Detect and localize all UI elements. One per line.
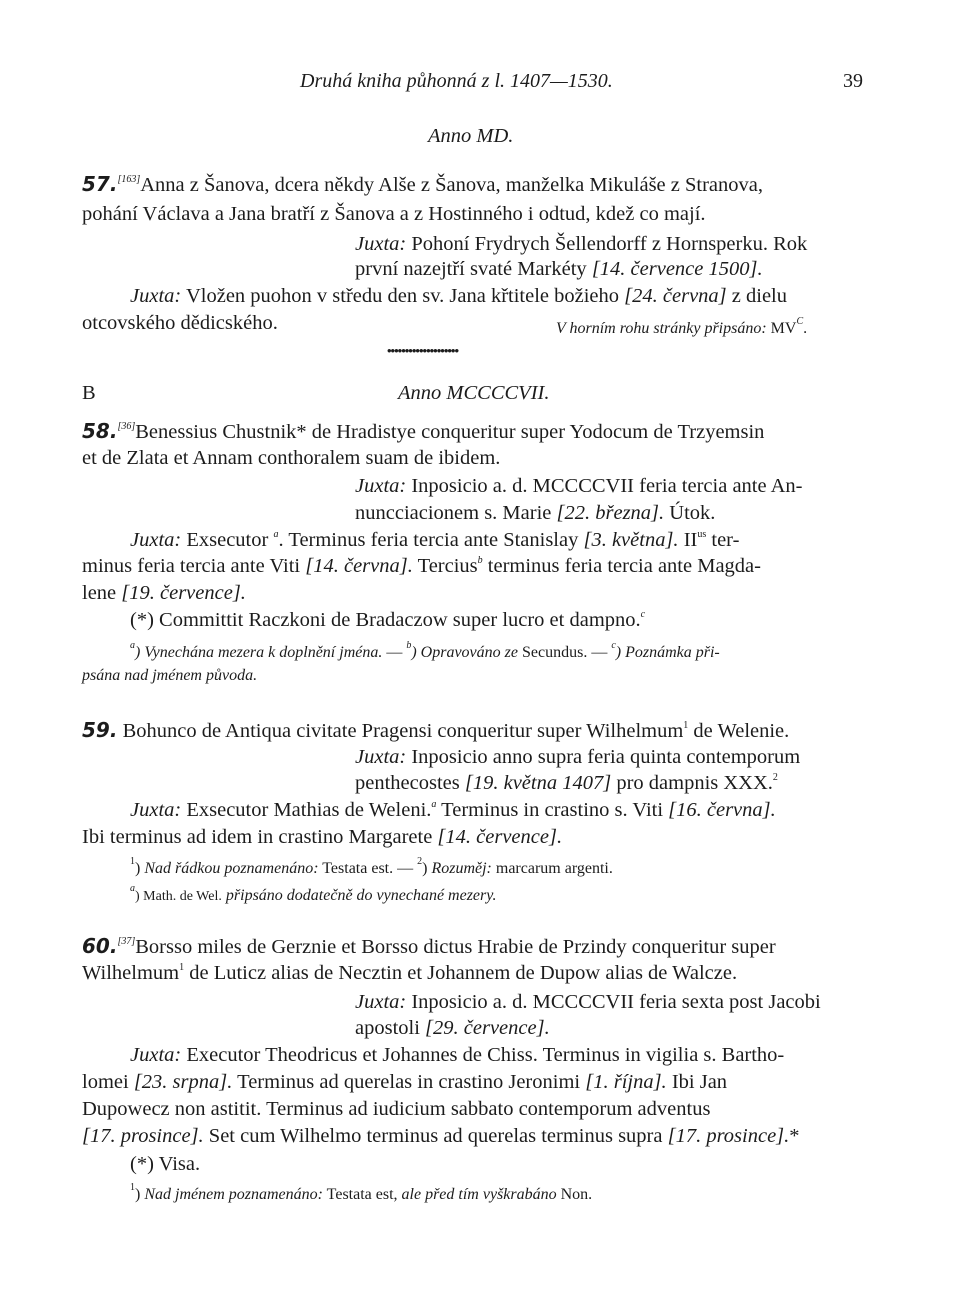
entry-57-note xyxy=(556,316,807,339)
year-heading-1407: Anno MCCCCVII. xyxy=(398,382,550,404)
juxta-text: Inposicio anno supra feria quinta contemporum xyxy=(406,746,801,768)
date-gloss: [16. června]. xyxy=(668,799,776,821)
footnote-text: Poznámka při- xyxy=(621,644,720,661)
entry-58-line-4 xyxy=(355,502,715,525)
juxta-text: Inposicio a. d. MCCCCVII feria sexta post Jacobi xyxy=(406,991,821,1013)
entry-58-number: 58. xyxy=(82,419,118,443)
line-text: lene xyxy=(82,582,122,604)
line-text: terminus feria tercia ante Magda- xyxy=(482,555,761,577)
footnote-italic: Nad řádkou poznamenáno: xyxy=(140,860,319,877)
entry-59-footnotes: $^1$) Nad řádkou poznamenáno: Testata est. — $^2$) Rozuměj: marcarum argenti. xyxy=(130,856,613,877)
footnote-text: Non. xyxy=(556,1186,593,1203)
juxta-text: Exsecutor xyxy=(181,529,274,551)
line-text: Ibi Jan xyxy=(666,1071,728,1093)
line-text: Set cum Wilhelmo terminus ad querelas terminus supra xyxy=(203,1125,668,1147)
entry-59-line-3 xyxy=(355,772,778,795)
footnote-ref: b xyxy=(477,555,483,566)
entry-59-footnote-a: $^a$) Math. de Wel. připsáno dodatečně do vynechané mezery. xyxy=(130,883,497,904)
footnote-ref: 1 xyxy=(179,962,185,973)
juxta-label: Juxta: xyxy=(130,285,182,307)
juxta-label: Juxta: xyxy=(130,799,182,821)
entry-60-line-4 xyxy=(355,1017,550,1040)
date-gloss: [14. června]. xyxy=(305,555,413,577)
entry-59-juxta-1 xyxy=(355,746,800,769)
line-text: Terminus ad querelas in crastino Jeronimi xyxy=(232,1071,586,1093)
running-title: Druhá kniha půhonná z l. 1407—1530. xyxy=(300,70,613,92)
entry-58-juxta-1 xyxy=(355,475,802,498)
footnote-mark: 1 xyxy=(130,1182,135,1193)
entry-59-text: Bohunco de Antiqua civitate Pragensi conqueritur super Wilhelmum xyxy=(122,720,684,742)
juxta-text: Inposicio a. d. MCCCCVII feria tercia ante An- xyxy=(406,475,803,497)
note-italic: V horním rohu stránky připsáno: xyxy=(556,320,767,337)
line-text: minus feria tercia ante Viti xyxy=(82,555,306,577)
footnote-word: Secundus. xyxy=(517,644,588,661)
footnote-ref: a xyxy=(273,529,279,540)
note-superscript: C xyxy=(796,316,804,327)
entry-60-line-9: (*) Visa. xyxy=(130,1153,201,1175)
entry-58-text: Benessius Chustnik* de Hradistye conqueritur super Yodocum de Trzyemsin xyxy=(135,421,765,443)
line-text: Wilhelmum xyxy=(82,962,180,984)
line-text: penthecostes xyxy=(355,772,465,794)
footnote-ref: 2 xyxy=(772,772,778,783)
juxta-label: Juxta: xyxy=(355,233,407,255)
juxta-text: Vložen puohon v středu den sv. Jana křtitele božieho xyxy=(181,285,625,307)
footnote-text: Testata est. xyxy=(318,860,394,877)
footnote-text: Testata est, xyxy=(322,1186,398,1203)
entry-57-line-6: otcovského dědicského. xyxy=(82,312,278,334)
date-gloss: [24. června] xyxy=(624,285,727,307)
entry-57-line-1 xyxy=(82,172,763,197)
entry-57-juxta-2 xyxy=(130,285,787,308)
note-end: . xyxy=(803,320,808,337)
line-text: první nazejtří svaté Markéty xyxy=(355,258,592,280)
entry-60-juxta-2 xyxy=(130,1044,784,1067)
entry-58-footnotes: $^a$) Vynechána mezera k doplnění jména. — $^b$) Opravováno ze Secundus. — $^c$) Poznámka při- xyxy=(130,640,720,661)
date-gloss: [22. března]. xyxy=(556,502,665,524)
footnote-text: Opravováno ze xyxy=(416,644,518,661)
line-text: * xyxy=(789,1125,800,1147)
entry-57-juxta-1 xyxy=(355,233,807,256)
footnote-mark: 2 xyxy=(417,856,423,867)
entry-58-line-1 xyxy=(82,419,764,444)
entry-57-line-2: pohání Václava a Jana bratří z Šanova a z Hostinného i odtud, kdež co mají. xyxy=(82,203,706,225)
line-text: nuncciacionem s. Marie xyxy=(355,502,557,524)
entry-58-juxta-2 xyxy=(130,529,739,552)
juxta-label: Juxta: xyxy=(355,475,407,497)
footnote-mark: b xyxy=(406,640,412,651)
date-gloss: [17. prosince]. xyxy=(667,1125,790,1147)
entry-58-footnote-cont: psána nad jménem původa. xyxy=(82,667,258,684)
footnote-text: Math. de Wel. xyxy=(139,889,222,904)
entry-60-line-1 xyxy=(82,934,776,959)
entry-57-line-4 xyxy=(355,258,763,281)
date-gloss: [17. prosince]. xyxy=(82,1125,204,1147)
entry-58-line-8 xyxy=(130,609,645,632)
line-text: ter- xyxy=(706,529,740,551)
note-text: MV xyxy=(766,320,797,337)
footnote-italic: připsáno dodatečně do vynechané mezery. xyxy=(221,887,497,904)
year-heading-md: Anno MD. xyxy=(428,125,514,147)
entry-57-margin-ref: [163] xyxy=(117,174,141,185)
line-text: Ibi terminus ad idem in crastino Margarete xyxy=(82,826,438,848)
footnote-text: Vynechána mezera k doplnění jména. xyxy=(140,644,383,661)
date-gloss: [3. května]. xyxy=(583,529,679,551)
section-separator: •••••••••••••••••••• xyxy=(387,343,459,358)
entry-58-line-6 xyxy=(82,555,761,578)
entry-60-line-8 xyxy=(82,1125,800,1148)
page-number: 39 xyxy=(843,70,863,92)
date-gloss: [19. července]. xyxy=(121,582,246,604)
line-text: . Terminus feria tercia ante Stanislay xyxy=(278,529,584,551)
entry-60-line-6 xyxy=(82,1071,727,1094)
juxta-label: Juxta: xyxy=(130,529,182,551)
date-gloss: [29. července]. xyxy=(425,1017,550,1039)
date-gloss: [19. května 1407] xyxy=(464,772,612,794)
entry-59-line-1 xyxy=(82,718,789,743)
footnote-mark: a xyxy=(130,640,135,651)
juxta-label: Juxta: xyxy=(130,1044,182,1066)
line-text: II xyxy=(678,529,698,551)
entry-58-line-2: et de Zlata et Annam conthoralem suam de ibidem. xyxy=(82,447,501,469)
juxta-text: Pohoní Frydrych Šellendorff z Hornsperku. Rok xyxy=(406,233,808,255)
line-text: (*) Committit Raczkoni de Bradaczow super lucro et dampno. xyxy=(130,609,641,631)
line-text: Terminus in crastino s. Viti xyxy=(436,799,669,821)
line-text: z dielu xyxy=(726,285,787,307)
line-text: de Luticz alias de Necztin et Johannem de Dupow alias de Walcze. xyxy=(184,962,738,984)
date-gloss: [14. července]. xyxy=(437,826,563,848)
entry-60-footnote: $^1$) Nad jménem poznamenáno: Testata est, ale před tím vyškrabáno Non. xyxy=(130,1182,593,1203)
section-letter: B xyxy=(82,382,96,404)
footnote-ref: a xyxy=(431,799,437,810)
entry-60-text: Borsso miles de Gerznie et Borsso dictus Hrabie de Przindy conqueritur super xyxy=(135,936,776,958)
date-gloss: [1. října]. xyxy=(585,1071,667,1093)
footnote-italic: ale před tím vyškrabáno xyxy=(397,1186,557,1203)
entry-58-line-7 xyxy=(82,582,246,605)
entry-57-number: 57. xyxy=(82,172,118,196)
entry-58-margin-ref: [36] xyxy=(117,421,136,432)
line-text: Tercius xyxy=(412,555,478,577)
date-gloss: [14. července 1500]. xyxy=(591,258,763,280)
line-text: pro dampnis XXX. xyxy=(611,772,773,794)
footnote-italic: Nad jménem poznamenáno: xyxy=(140,1186,323,1203)
footnote-ref: 1 xyxy=(683,720,689,731)
footnote-ref: c xyxy=(640,609,646,620)
footnote-mark: a xyxy=(130,883,135,894)
line-text: de Welenie. xyxy=(688,720,790,742)
entry-60-margin-ref: [37] xyxy=(117,936,136,947)
line-text: lomei xyxy=(82,1071,134,1093)
juxta-text: Exsecutor Mathias de Weleni. xyxy=(181,799,432,821)
footnote-mark: c xyxy=(611,640,616,651)
line-text: apostoli xyxy=(355,1017,426,1039)
entry-60-number: 60. xyxy=(82,934,118,958)
juxta-label: Juxta: xyxy=(355,746,407,768)
entry-60-line-2 xyxy=(82,962,737,985)
footnote-italic: Rozuměj: xyxy=(427,860,492,877)
juxta-text: Executor Theodricus et Johannes de Chiss. Terminus in vigilia s. Bartho- xyxy=(181,1044,785,1066)
footnote-mark: 1 xyxy=(130,856,135,867)
juxta-label: Juxta: xyxy=(355,991,407,1013)
entry-59-number: 59. xyxy=(82,718,118,742)
footnote-text: marcarum argenti. xyxy=(491,860,613,877)
ordinal-superscript: us xyxy=(697,529,707,540)
entry-57-text: Anna z Šanova, dcera někdy Alše z Šanova, manželka Mikuláše z Stranova, xyxy=(140,174,764,196)
entry-60-line-7: Dupowecz non astitit. Terminus ad iudicium sabbato contemporum adventus xyxy=(82,1098,711,1120)
date-gloss: [23. srpna]. xyxy=(133,1071,233,1093)
entry-60-juxta-1 xyxy=(355,991,821,1014)
entry-59-juxta-2 xyxy=(130,799,776,822)
entry-59-line-5 xyxy=(82,826,562,849)
line-text: Útok. xyxy=(664,502,716,524)
